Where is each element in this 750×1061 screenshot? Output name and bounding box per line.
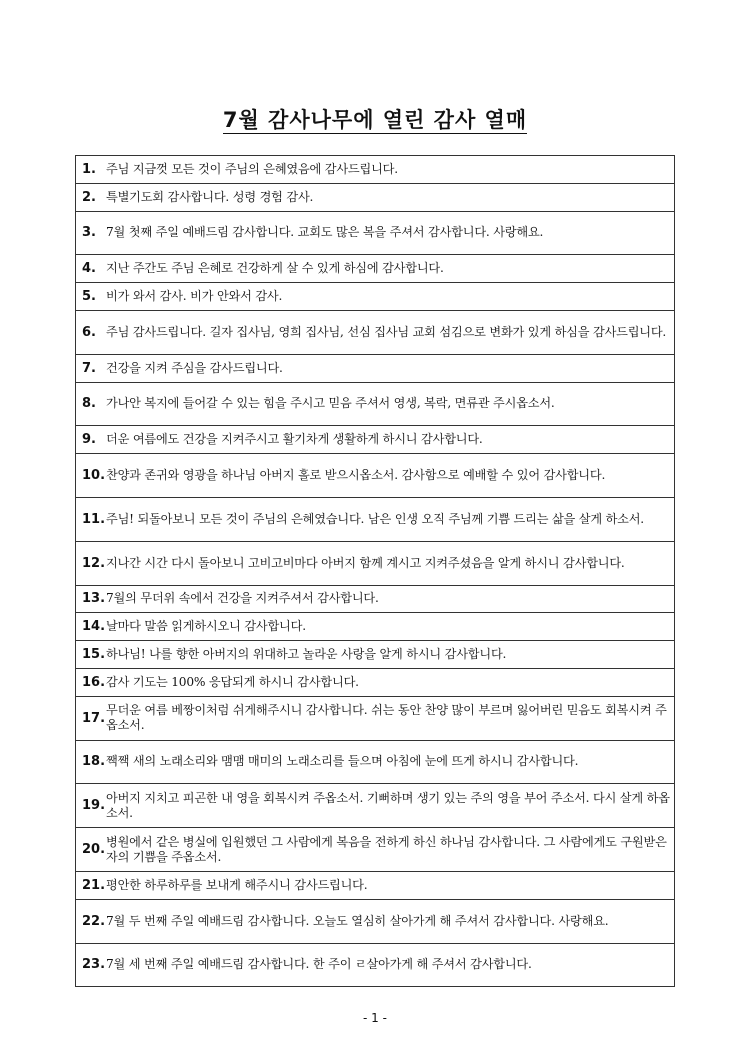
item-number: 15. [82, 647, 106, 663]
item-text: 더운 여름에도 건강을 지켜주시고 활기차게 생활하게 하시니 감사합니다. [106, 432, 483, 447]
item-number: 14. [82, 619, 106, 635]
item-number: 20. [82, 842, 106, 858]
item-number: 16. [82, 674, 106, 690]
item-text: 7월의 무더위 속에서 건강을 지켜주셔서 감사합니다. [106, 591, 379, 606]
table-row [76, 426, 675, 454]
table-row [76, 828, 675, 872]
item-number: 8. [82, 396, 96, 412]
item-number: 23. [82, 957, 106, 973]
item-number: 13. [82, 591, 106, 607]
item-number: 18. [82, 754, 106, 770]
item-text: 짹짹 새의 노래소리와 맴맴 매미의 노래소리를 들으며 아침에 눈에 뜨게 하시니 감사합니다. [106, 754, 579, 769]
item-number: 21. [82, 877, 106, 893]
item-text: 7월 첫째 주일 예배드림 감사합니다. 교회도 많은 복을 주셔서 감사합니다. 사랑해요. [106, 225, 544, 240]
item-text: 비가 와서 감사. 비가 안와서 감사. [106, 289, 283, 304]
item-text: 찬양과 존귀와 영광을 하나님 아버지 홀로 받으시옵소서. 감사함으로 예배할 수 있어 감사합니다. [106, 468, 606, 483]
document-title: 7월 감사나무에 열린 감사 열매 [222, 108, 528, 132]
item-number: 10. [82, 468, 106, 484]
table-row [76, 541, 675, 585]
table-row [76, 183, 675, 211]
table-row [76, 156, 675, 184]
item-number: 9. [82, 432, 96, 448]
item-text: 건강을 지켜 주심을 감사드립니다. [106, 360, 283, 375]
item-text: 아버지 지치고 피곤한 내 영을 회복시켜 주옵소서. 기뻐하며 생기 있는 주의 영을 부어 주소서. 다시 살게 하옵소서. [106, 790, 670, 820]
item-number: 6. [82, 324, 96, 340]
table-row [76, 211, 675, 255]
table-row [76, 310, 675, 354]
item-number: 4. [82, 261, 96, 277]
table-row [76, 696, 675, 740]
item-text: 하나님! 나를 향한 아버지의 위대하고 놀라운 사랑을 알게 하시니 감사합니다. [106, 647, 507, 662]
item-number: 11. [82, 511, 106, 527]
item-text: 감사 기도는 100% 응답되게 하시니 감사합니다. [106, 674, 359, 689]
item-number: 17. [82, 710, 106, 726]
item-text: 주님! 되돌아보니 모든 것이 주님의 은혜였습니다. 남은 인생 오직 주님께 기쁨 드리는 삶을 살게 하소서. [106, 511, 644, 526]
item-text: 평안한 하루하루를 보내게 해주시니 감사드립니다. [106, 877, 368, 892]
gratitude-table [75, 155, 675, 987]
item-text: 병원에서 같은 병실에 입원했던 그 사람에게 복음을 전하게 하신 하나님 감사합니다. 그 사람에게도 구원받은 자의 기쁨을 주옵소서. [106, 834, 667, 864]
item-number: 2. [82, 189, 96, 205]
table-row [76, 871, 675, 899]
item-number: 1. [82, 161, 96, 177]
table-row [76, 943, 675, 987]
table-row [76, 668, 675, 696]
item-text: 가나안 복지에 들어갈 수 있는 힘을 주시고 믿음 주셔서 영생, 복락, 면류관 주시옵소서. [106, 396, 555, 411]
item-number: 22. [82, 913, 106, 929]
item-number: 19. [82, 798, 106, 814]
page-number: - 1 - [363, 1011, 387, 1025]
item-text: 7월 두 번째 주일 예배드림 감사합니다. 오늘도 열심히 살아가게 해 주셔서 감사합니다. 사랑해요. [106, 913, 609, 928]
table-row [76, 899, 675, 943]
table-row [76, 382, 675, 426]
item-text: 7월 세 번째 주일 예배드림 감사합니다. 한 주이 ㄹ살아가게 해 주셔서 감사합니다. [106, 957, 532, 972]
table-row [76, 255, 675, 283]
table-row [76, 283, 675, 311]
item-number: 7. [82, 360, 96, 376]
table-row [76, 740, 675, 784]
item-number: 12. [82, 555, 106, 571]
table-row [76, 613, 675, 641]
item-number: 5. [82, 289, 96, 305]
item-text: 특별기도회 감사합니다. 성령 경험 감사. [106, 189, 314, 204]
item-number: 3. [82, 225, 96, 241]
item-text: 지난 주간도 주님 은혜로 건강하게 살 수 있게 하심에 감사합니다. [106, 261, 444, 276]
table-row [76, 354, 675, 382]
table-row [76, 784, 675, 828]
item-text: 날마다 말씀 읽게하시오니 감사합니다. [106, 619, 306, 634]
item-text: 지나간 시간 다시 돌아보니 고비고비마다 아버지 함께 계시고 지켜주셨음을 알게 하시니 감사합니다. [106, 555, 625, 570]
item-text: 주님 지금껏 모든 것이 주님의 은혜였음에 감사드립니다. [106, 161, 398, 176]
item-text: 무더운 여름 베짱이처럼 쉬게해주시니 감사합니다. 쉬는 동안 찬양 많이 부르며 잃어버린 믿음도 회복시켜 주옵소서. [106, 703, 667, 733]
table-row [76, 497, 675, 541]
table-row [76, 641, 675, 669]
table-row [76, 585, 675, 613]
table-row [76, 454, 675, 498]
item-text: 주님 감사드립니다. 길자 집사님, 영희 집사님, 선심 집사님 교회 섬김으로 변화가 있게 하심을 감사드립니다. [106, 324, 667, 339]
